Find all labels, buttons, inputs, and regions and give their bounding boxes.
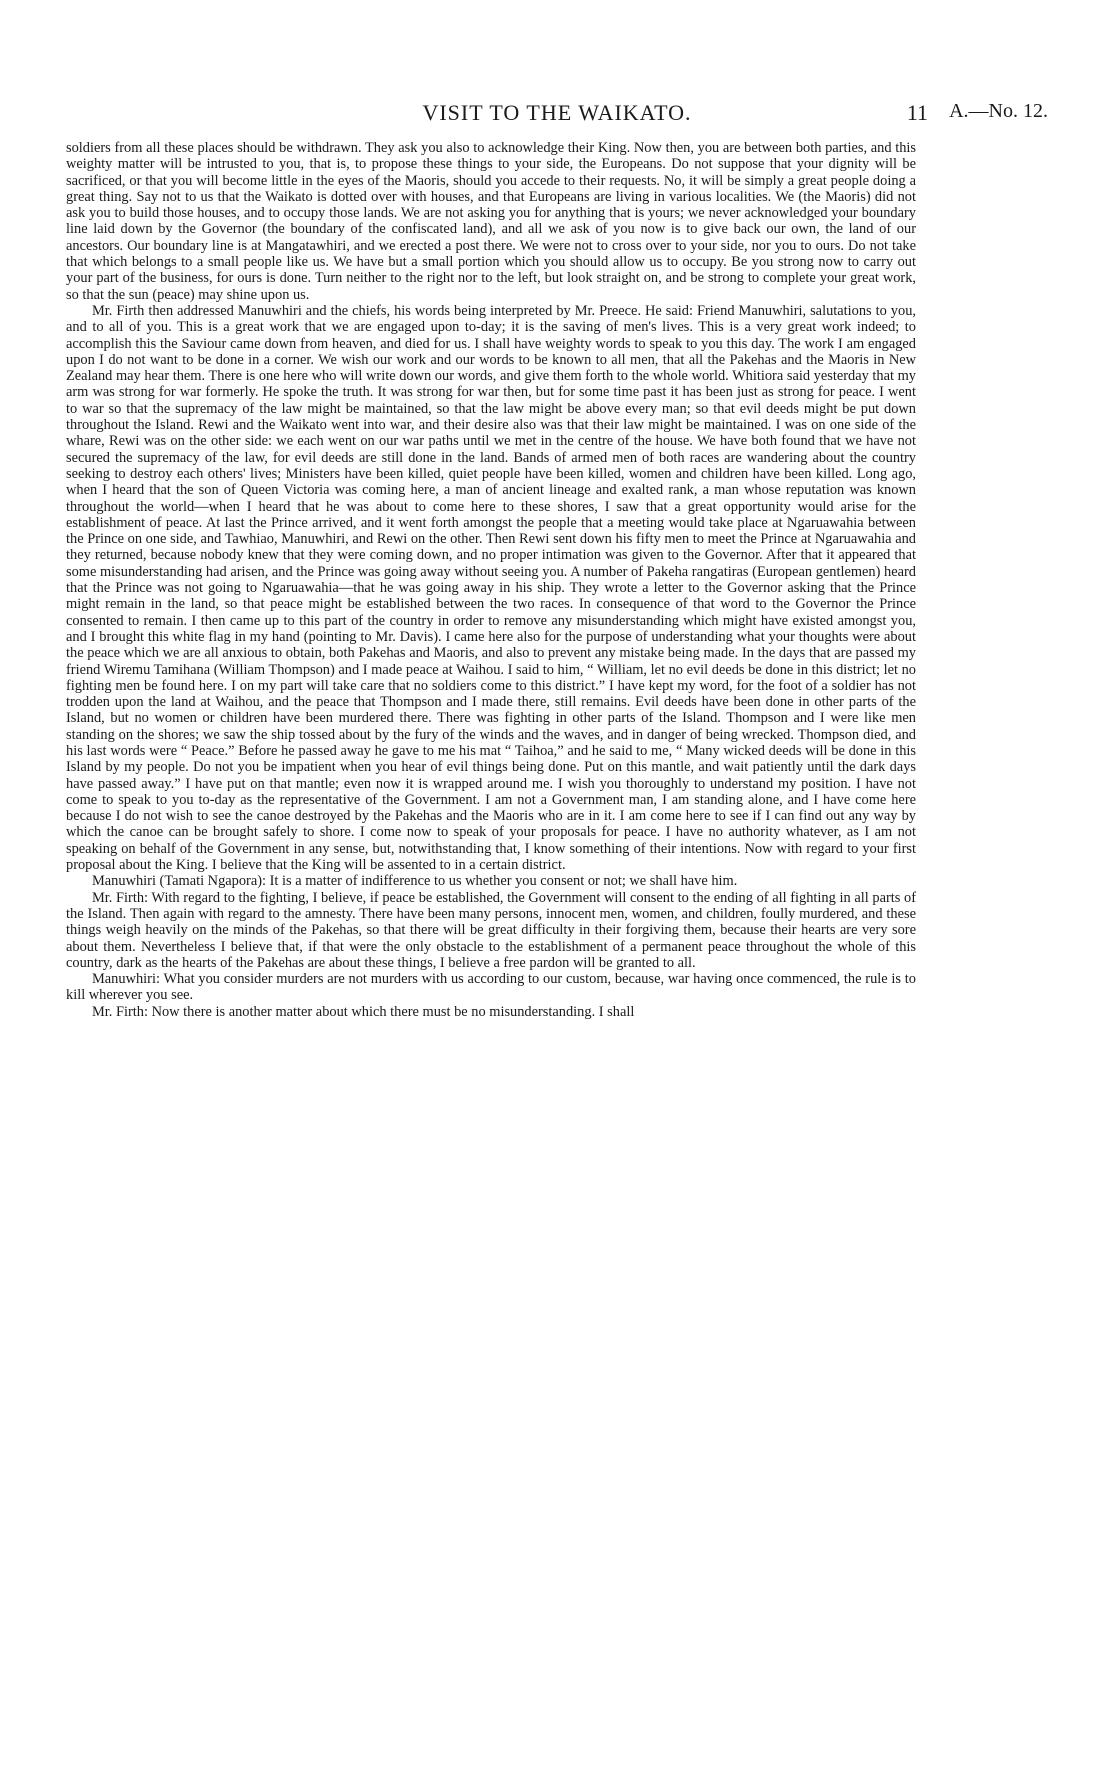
paragraph-continuation: soldiers from all these places should be withdrawn. They ask you also to acknowledge their King. Now then, you are between both parties, and this weighty matter will be intrusted to you, that is, to propose these things to your side, the Europeans. Do not suppose that your dignity will be sacrificed, or that you will become little in the eyes of the Maoris, should you accede to their requests. No, it will be simply a great people doing a great thing. Say not to us that the Waikato is dotted over with houses, and that Europeans are living in various localities. We (the Maoris) did not ask you to build those houses, and to occupy those lands. We are not asking you for anything that is yours; we never acknowledged your boundary line laid down by the Governor (the boundary of the confiscated land), and all we ask of you now is to give back our own, the land of our ancestors. Our boundary line is at Mangatawhiri, and we erected a post there. We were not to cross over to your side, nor you to ours. Do not take that which belongs to a small people like us. We have but a small portion which you should allow us to occupy. Be you strong now to carry out your part of the business, for ours is done. Turn neither to the right nor to the left, but look straight on, and be strong to complete your great work, so that the sun (peace) may shine upon us. (66, 140, 916, 303)
page-number: 11 (906, 100, 928, 125)
page-header (66, 100, 1048, 130)
running-title: VISIT TO THE WAIKATO. (422, 100, 692, 125)
body-text (66, 140, 916, 1020)
paragraph-firth-fighting: Mr. Firth: With regard to the fighting, I believe, if peace be established, the Government will consent to the ending of all fighting in all parts of the Island. Then again with regard to the amnesty. There have been many persons, innocent men, women, and children, foully murdered, and these things weigh heavily on the minds of the Pakehas, so that there will be great difficulty in their forgiving them, because their hearts are very sore about them. Nevertheless I believe that, if that were the only obstacle to the establishment of a permanent peace throughout the whole of this country, dark as the hearts of the Pakehas are about these things, I believe a free pardon will be granted to all. (66, 889, 916, 971)
paragraph-manuwhiri-custom: Manuwhiri: What you consider murders are not murders with us according to our custom, because, war having once commenced, the rule is to kill wherever you see. (66, 971, 916, 1004)
document-reference: A.—No. 12. (949, 100, 1048, 122)
paragraph-firth-address: Mr. Firth then addressed Manuwhiri and the chiefs, his words being interpreted by Mr. Preece. He said: Friend Manuwhiri, salutations to you, and to all of you. This is a great work that we are engaged upon to-day; it is the saving of men's lives. This is a very great work indeed; to accomplish this the Saviour came down from heaven, and died for us. I shall have weighty words to speak to you this day. The work I am engaged upon I do not want to be done in a corner. We wish our work and our words to be known to all men, that all the Pakehas and the Maoris in New Zealand may hear them. There is one here who will write down our words, and give them forth to the whole world. Whitiora said yesterday that my arm was strong for war formerly. He spoke the truth. It was strong for war then, but for some time past it has been just as strong for peace. I went to war so that the supremacy of the law might be maintained, so that the law might be above every man; so that evil deeds might be put down throughout the Island. Rewi and the Waikato went into war, and their desire also was that their law might be maintained. I was on one side of the whare, Rewi was on the other side: we each went on our war paths until we met in the centre of the house. We have both found that we have not secured the supremacy of the law, for evil deeds are still done in the land. Bands of armed men of both races are wandering about the country seeking to destroy each others' lives; Ministers have been killed, quiet people have been killed, women and children have been killed. Long ago, when I heard that the son of Queen Victoria was coming here, a man of ancient lineage and exalted rank, a man whose reputation was known throughout the world—when I heard that he was about to come here to these shores, I saw that a great opportunity would arise for the establishment of peace. At last the Prince arrived, and it went forth amongst the people that a meeting would take place at Ngaruawahia between the Prince on one side, and Tawhiao, Manuwhiri, and Rewi on the other. Then Rewi sent down his fifty men to meet the Prince at Ngaruawahia and they returned, because nobody knew that they were coming down, and no proper intimation was given to the Governor. After that it appeared that some misunderstanding had arisen, and the Prince was going away without seeing you. A number of Pakeha rangatiras (European gentlemen) heard that the Prince was not going to Ngaruawahia—that he was going away in his ship. They wrote a letter to the Governor asking that the Prince might remain in the land, so that peace might be established between the two races. In consequence of that word to the Governor the Prince consented to remain. I then came up to this part of the country in order to remove any misunderstanding which might have existed amongst you, and I brought this white flag in my hand (pointing to Mr. Davis). I came here also for the purpose of understanding what your thoughts were about the peace which we are all anxious to obtain, both Pakehas and Maoris, and also to prevent any mistake being made. In the days that are passed my friend Wiremu Tamihana (William Thompson) and I made peace at Waihou. I said to him, “ William, let no evil deeds be done in this district; let no fighting men be found here. I on my part will take care that no soldiers come to this district.” I have kept my word, for the foot of a soldier has not trodden upon the land at Waihou, and the peace that Thompson and I made there, still remains. Evil deeds have been done in other parts of the Island, but no women or children have been murdered there. There was fighting in other parts of the Island. Thompson and I were like men standing on the shores; we saw the ship tossed about by the fury of the winds and the waves, and in danger of being wrecked. Thompson died, and his last words were “ Peace.” Before he passed away he gave to me his mat “ Taihoa,” and he said to me, “ Many wicked deeds will be done in this Island by my people. Do not you be impatient when you hear of evil things being done. Put on this mantle, and wait patiently until the dark days have passed away.” I have put on that mantle; even now it is wrapped around me. I wish you thoroughly to understand my position. I have not come to speak to you to-day as the representative of the Government. I am not a Government man, I am standing alone, and I have come here because I do not wish to see the canoe destroyed by the Pakehas and the Maoris who are in it. I am come here to see if I can find out any way by which the canoe can be brought safely to shore. I come now to speak of your proposals for peace. I have no authority whatever, as I am not speaking on behalf of the Government in any sense, but, notwithstanding that, I know something of their intentions. Now with regard to your first proposal about the King. I believe that the King will be assented to in a certain district. (66, 302, 916, 874)
paragraph-manuwhiri-reply: Manuwhiri (Tamati Ngapora): It is a matter of indifference to us whether you consent or not; we shall have him. (92, 873, 738, 890)
paragraph-firth-another-matter: Mr. Firth: Now there is another matter about which there must be no misunderstanding. I shall (92, 1003, 635, 1020)
